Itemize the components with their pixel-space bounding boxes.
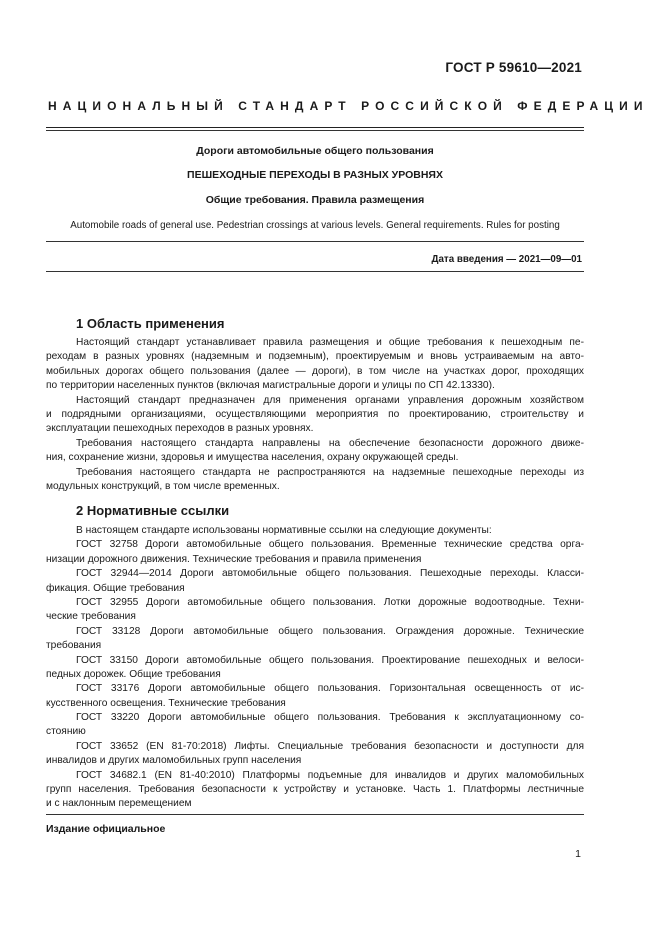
divider-top (46, 127, 584, 128)
page-number: 1 (575, 848, 581, 860)
text-line: реходам в разных уровнях (надземным и подземным), проектируемым и вновь устраиваемым на авто- (46, 351, 584, 363)
text-line: ния, сохранение жизни, здоровья и имущества населения, охрану окружающей среды. (46, 452, 459, 464)
reference-line: фикация. Общие требования (46, 582, 185, 594)
reference-line: ГОСТ 32758 Дороги автомобильные общего пользования. Временные технические средства орга- (76, 539, 584, 551)
document-code: ГОСТ Р 59610—2021 (445, 60, 582, 75)
reference-line: ческие требования (46, 611, 136, 623)
reference-line: и с наклонным перемещением (46, 798, 192, 810)
text-line: по территории населенных пунктов (включая магистральные дороги и улицы по СП 42.13330). (46, 380, 495, 392)
section-2-body (46, 524, 584, 812)
reference-line: ГОСТ 33220 Дороги автомобильные общего пользования. Требования к эксплуатационному со- (76, 712, 584, 724)
text-line: мобильных дорогах общего пользования (далее — дороги), в том числе на участках дорог, проходящих (46, 365, 584, 377)
reference-line: ГОСТ 33176 Дороги автомобильные общего пользования. Горизонтальная освещенность от ис- (76, 683, 584, 695)
reference-line: инвалидов и других маломобильных групп населения (46, 755, 302, 767)
national-standard-banner: НАЦИОНАЛЬНЫЙ СТАНДАРТ РОССИЙСКОЙ ФЕДЕРАЦИИ (48, 99, 649, 113)
reference-line: ГОСТ 33128 Дороги автомобильные общего пользования. Ограждения дорожные. Технические (76, 625, 584, 637)
reference-line: групп населения. Требования безопасности к устройству и установке. Часть 1. Платформы лестничные (46, 784, 584, 796)
reference-line: кусственного освещения. Технические требования (46, 697, 286, 709)
text-line: Требования настоящего стандарта направлены на обеспечение безопасности дорожного движе- (76, 437, 584, 449)
title-line-1: Дороги автомобильные общего пользования (196, 145, 434, 157)
reference-line: ГОСТ 32944—2014 Дороги автомобильные общего пользования. Пешеходные переходы. Класси- (76, 568, 584, 580)
text-line: модульных конструкций, в том числе временных. (46, 480, 280, 492)
reference-line: требования (46, 640, 102, 652)
text-line: Настоящий стандарт предназначен для применения органами управления дорожным хозяйством (76, 394, 584, 406)
section-1-heading: 1 Область применения (76, 316, 225, 331)
edition-label: Издание официальное (46, 823, 166, 835)
divider-footer (46, 814, 584, 815)
title-line-3: Общие требования. Правила размещения (205, 194, 425, 206)
text-line: Настоящий стандарт устанавливает правила размещения и общие требования к пешеходным пе- (76, 337, 584, 348)
effective-date: Дата введения — 2021—09—01 (431, 254, 582, 265)
reference-line: ГОСТ 33150 Дороги автомобильные общего пользования. Проектирование пешеходных и велоси- (76, 654, 584, 666)
reference-line: педных дорожек. Общие требования (46, 668, 221, 680)
divider-top-thin (46, 130, 584, 131)
reference-line: стоянию (46, 726, 86, 738)
text-line: Требования настоящего стандарта не распространяются на надземные пешеходные переходы из (76, 466, 584, 478)
section-2-heading: 2 Нормативные ссылки (76, 503, 230, 518)
text-line: и подрядными организациями, осуществляющими мероприятия по проектированию, строительству и (46, 408, 584, 420)
text-line: В настоящем стандарте использованы нормативные ссылки на следующие документы: (76, 525, 492, 536)
reference-line: ГОСТ 33652 (EN 81-70:2018) Лифты. Специальные требования безопасности и доступности для (76, 740, 584, 752)
title-english: Automobile roads of general use. Pedestrian crossings at various levels. General requirements. Rules for posting (70, 220, 560, 231)
text-line: эксплуатации пешеходных переходов в разных уровнях. (46, 423, 314, 435)
reference-line: низации дорожного движения. Технические требования и правила применения (46, 553, 422, 565)
title-line-2: ПЕШЕХОДНЫЕ ПЕРЕХОДЫ В РАЗНЫХ УРОВНЯХ (187, 169, 443, 181)
divider-title (46, 241, 584, 242)
section-1-body (46, 336, 584, 494)
divider-date (46, 271, 584, 272)
reference-line: ГОСТ 34682.1 (EN 81-40:2010) Платформы подъемные для инвалидов и других маломобильных (76, 769, 584, 781)
reference-line: ГОСТ 32955 Дороги автомобильные общего пользования. Лотки дорожные водоотводные. Техни- (76, 596, 584, 608)
